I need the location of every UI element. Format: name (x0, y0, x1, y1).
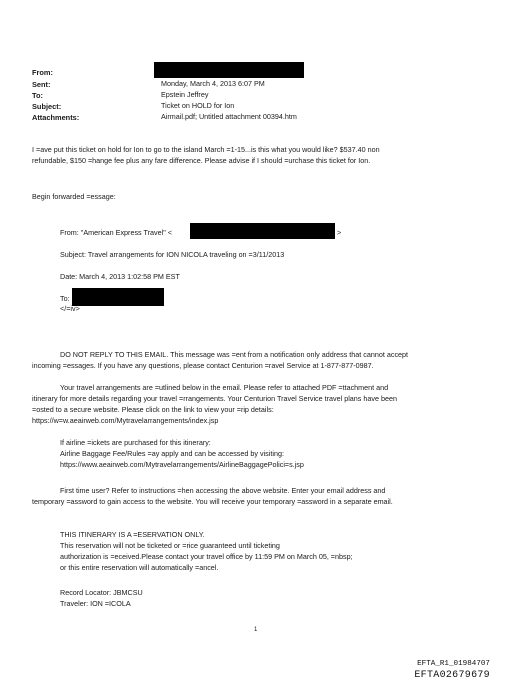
to-value: Epstein Jeffrey (161, 90, 209, 99)
forwarded-to: To: (60, 294, 70, 303)
sent-value: Monday, March 4, 2013 6:07 PM (161, 79, 265, 88)
subject-value: Ticket on HOLD for Ion (161, 101, 235, 110)
forwarded-from: From: "American Express Travel" < (60, 228, 172, 237)
page-number: 1 (254, 627, 258, 633)
bates-number-2: EFTA02679679 (414, 670, 490, 681)
arrangements-line-2: itinerary for more details regarding your travel =rrangements. Your Centurion Travel Service travel plans have been (32, 394, 397, 403)
record-locator: Record Locator: JBMCSU (60, 588, 143, 597)
attachments-label: Attachments: (32, 113, 80, 122)
intro-line-1: I =ave put this ticket on hold for Ion to go to the island March =1-15...is this what you would like? $537.40 non (32, 145, 380, 154)
intro-line-2: refundable, $150 =hange fee plus any fare difference. Please advise if I should =urchase this ticket for Ion. (32, 156, 371, 165)
arrangements-line-3: =osted to a secure website. Please click on the link to view your =rip details: (32, 405, 274, 414)
first-time-line-1: First time user? Refer to instructions =hen accessing the above website. Enter your email address and (60, 486, 386, 495)
arrangements-line-1: Your travel arrangements are =utlined below in the email. Please refer to attached PDF =ttachment and (60, 383, 389, 392)
forwarded-subject: Subject: Travel arrangements for ION NICOLA traveling on =3/11/2013 (60, 250, 285, 259)
from-label: From: (32, 68, 53, 77)
itinerary-link: https://w=w.aeairweb.com/Mytravelarrangements/index.jsp (32, 416, 219, 425)
redaction-from (154, 62, 304, 78)
notice-line-1: DO NOT REPLY TO THIS EMAIL. This message was =ent from a notification only address that cannot accept (60, 350, 409, 359)
reservation-line-1: THIS ITINERARY IS A =ESERVATION ONLY. (60, 530, 205, 539)
notice-line-2: incoming =essages. If you have any questions, please contact Centurion =ravel Service at 1-877-877-0987. (32, 361, 374, 370)
to-label: To: (32, 91, 43, 100)
reservation-line-2: This reservation will not be ticketed or =rice guaranteed until ticketing (60, 541, 280, 550)
subject-label: Subject: (32, 102, 62, 111)
begin-forwarded: Begin forwarded =essage: (32, 192, 116, 201)
attachments-value: Airmail.pdf; Untitled attachment 00394.htm (161, 112, 297, 121)
forwarded-from-close: > (337, 228, 342, 237)
forwarded-date: Date: March 4, 2013 1:02:58 PM EST (60, 272, 180, 281)
bates-number-1: EFTA_R1_01984707 (417, 660, 490, 668)
traveler-name: Traveler: ION =ICOLA (60, 599, 131, 608)
reservation-line-4: or this entire reservation will automatically =ancel. (60, 563, 219, 572)
first-time-line-2: temporary =assword to gain access to the website. You will receive your temporary =assword in a separate email. (32, 497, 393, 506)
sent-label: Sent: (32, 80, 51, 89)
baggage-line-1: If airline =ickets are purchased for this itinerary: (60, 438, 211, 447)
baggage-link: https://www.aeairweb.com/Mytravelarrangements/AirlineBaggagePolici=s.jsp (60, 460, 304, 469)
redaction-sender-email (190, 223, 335, 239)
reservation-line-3: authorization is =eceived.Please contact your travel office by 11:59 PM on March 05, =nbsp; (60, 552, 353, 561)
div-close-tag: </=iv> (60, 304, 80, 313)
baggage-line-2: Airline Baggage Fee/Rules =ay apply and can be accessed by visiting: (60, 449, 284, 458)
redaction-recipient (72, 288, 164, 306)
